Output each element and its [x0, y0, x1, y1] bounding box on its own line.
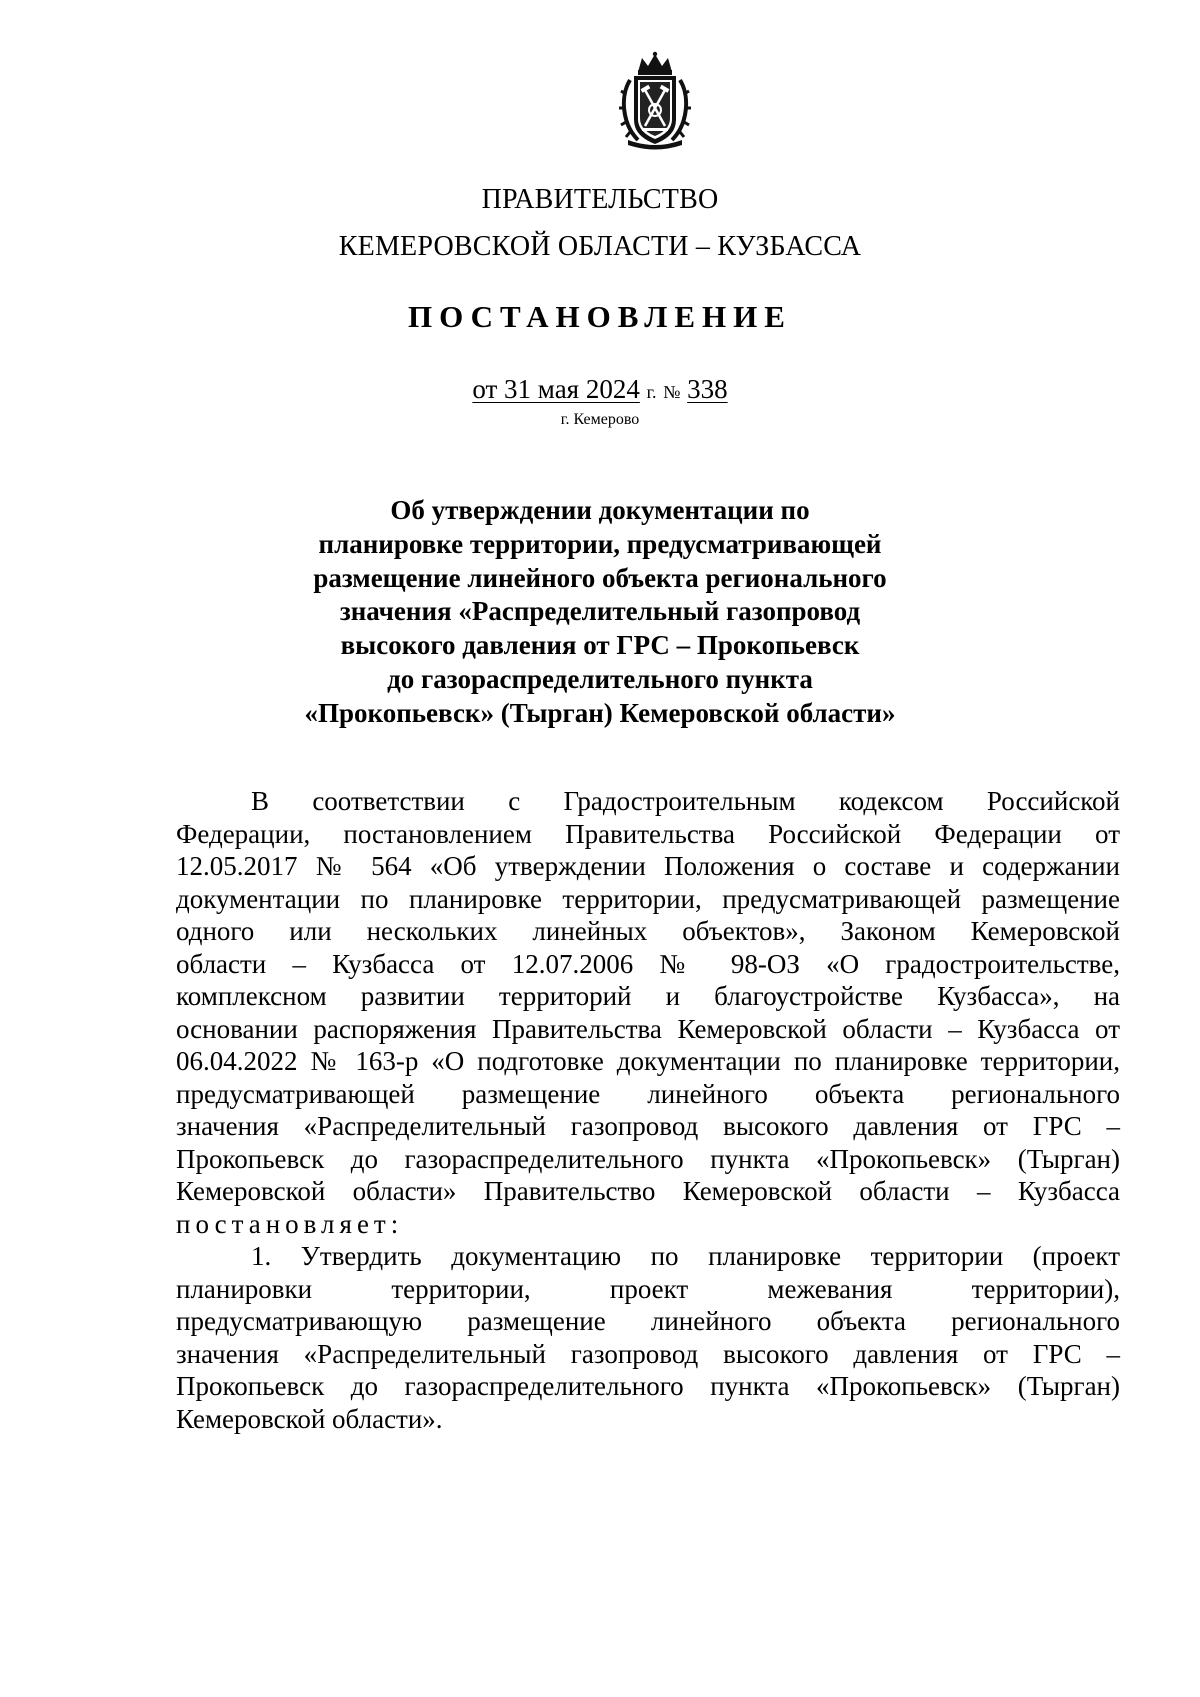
- preamble-line: значения «Распределительный газопровод высокого давления от ГРС –: [176, 1111, 1120, 1141]
- title-line: размещение линейного объекта регионального: [313, 562, 887, 593]
- item1-line: Кемеровской области».: [176, 1403, 443, 1434]
- government-name-line1: ПРАВИТЕЛЬСТВО: [481, 184, 719, 215]
- title-line: значения «Распределительный газопровод: [339, 596, 861, 627]
- preamble-line: 06.04.2022 № 163-р «О подготовке документации по планировке территории,: [176, 1046, 1120, 1076]
- item1-line: предусматривающую размещение линейного объекта регионального: [176, 1306, 1120, 1336]
- item1-line: значения «Распределительный газопровод высокого давления от ГРС –: [176, 1338, 1120, 1369]
- document-title: [300, 494, 900, 731]
- item1-line: планировки территории, проект межевания территории),: [176, 1273, 1120, 1304]
- preamble-line: области – Кузбасса от 12.07.2006 № 98-ОЗ «О градостроительстве,: [176, 948, 1120, 979]
- year-suffix: г.: [646, 382, 657, 402]
- document-type-heading: ПОСТАНОВЛЕНИЕ: [408, 299, 792, 334]
- title-line: высокого давления от ГРС – Прокопьевск: [340, 630, 860, 661]
- preamble-line: 12.05.2017 № 564 «Об утверждении Положения о составе и содержании: [176, 851, 1120, 881]
- preamble-line: предусматривающей размещение линейного объекта регионального: [176, 1078, 1120, 1109]
- number-sign: №: [663, 382, 681, 402]
- title-line: до газораспределительного пункта: [387, 663, 813, 694]
- kemerovo-region-coat-of-arms-icon: [616, 50, 694, 150]
- preamble-line: Федерации, постановлением Правительства Российской Федерации от: [176, 818, 1120, 849]
- preamble-line: Прокопьевск до газораспределительного пункта «Прокопьевск» (Тырган): [176, 1143, 1120, 1174]
- date-number-line: [0, 373, 1200, 408]
- title-line: Об утверждении документации по: [390, 495, 810, 525]
- government-name-line2: КЕМЕРОВСКОЙ ОБЛАСТИ – КУЗБАССА: [338, 231, 862, 262]
- document-city: г. Кемерово: [560, 411, 640, 428]
- item1-line: Прокопьевск до газораспределительного пункта «Прокопьевск» (Тырган): [176, 1371, 1120, 1401]
- preamble-line: одного или нескольких линейных объектов», Законом Кемеровской: [176, 916, 1120, 946]
- preamble-line: Кемеровской области» Правительство Кемеровской области – Кузбасса: [176, 1176, 1120, 1206]
- title-line: «Прокопьевск» (Тырган) Кемеровской области»: [304, 697, 896, 728]
- document-body: [176, 785, 1120, 1435]
- item1-line: 1. Утвердить документацию по планировке территории (проект: [251, 1241, 1120, 1271]
- title-line: планировке территории, предусматривающей: [318, 528, 882, 559]
- preamble-line: документации по планировке территории, предусматривающей размещение: [176, 883, 1120, 914]
- document-date: от 31 мая 2024: [472, 374, 640, 404]
- resolves-word: постановляет:: [176, 1208, 404, 1239]
- preamble-line: В соответствии с Градостроительным кодексом Российской: [251, 786, 1120, 816]
- document-number: 338: [687, 374, 728, 404]
- preamble-line: основании распоряжения Правительства Кемеровской области – Кузбасса от: [176, 1013, 1120, 1044]
- preamble-line: комплексном развитии территорий и благоустройстве Кузбасса», на: [176, 981, 1120, 1011]
